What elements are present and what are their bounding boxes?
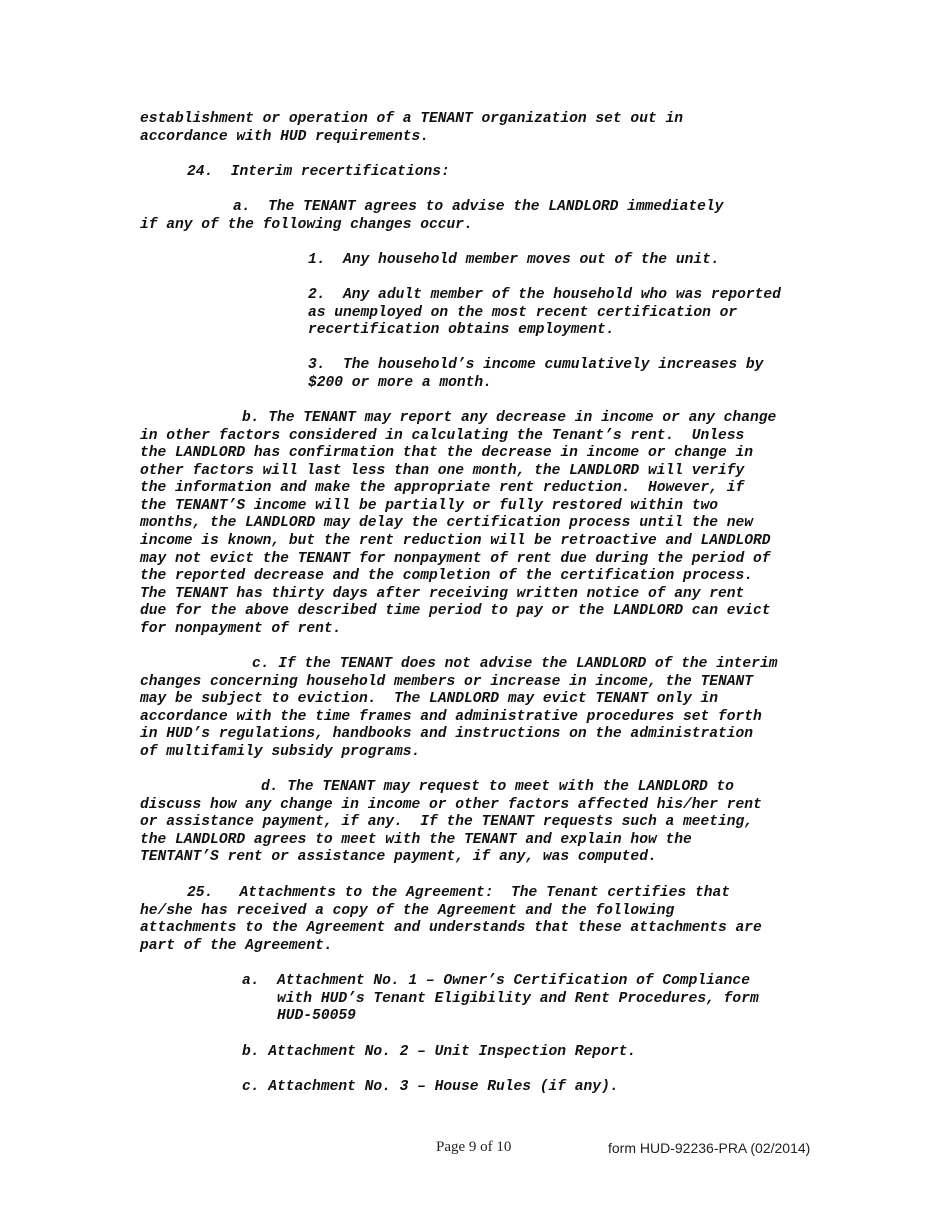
change-2-line-1: 2. Any adult member of the household who was reported (308, 287, 781, 303)
change-3-line-2: $200 or more a month. (308, 375, 492, 391)
section-25-line-2: he/she has received a copy of the Agreement and the following (140, 903, 675, 919)
section-24b-line-13: for nonpayment of rent. (140, 621, 342, 637)
section-24c-line-3: may be subject to eviction. The LANDLORD may evict TENANT only in (140, 691, 719, 707)
section-24b-line-1: b. The TENANT may report any decrease in income or any change (242, 410, 777, 426)
section-24b-line-9: may not evict the TENANT for nonpayment of rent due during the period of (140, 551, 771, 567)
section-25-line-1: 25. Attachments to the Agreement: The Tenant certifies that (187, 885, 730, 901)
section-24c-line-6: of multifamily subsidy programs. (140, 744, 421, 760)
attachment-a-line-1: a. Attachment No. 1 – Owner’s Certification of Compliance (242, 973, 750, 989)
section-24a-line-1: a. The TENANT agrees to advise the LANDLORD immediately (233, 199, 724, 215)
continuation-line-1: establishment or operation of a TENANT organization set out in (140, 111, 683, 127)
form-identifier: form HUD-92236-PRA (02/2014) (608, 1140, 811, 1156)
section-24d-line-5: TENTANT’S rent or assistance payment, if any, was computed. (140, 849, 657, 865)
section-24b-line-4: other factors will last less than one month, the LANDLORD will verify (140, 463, 745, 479)
section-24c-line-2: changes concerning household members or increase in income, the TENANT (140, 674, 754, 690)
section-24b-line-3: the LANDLORD has confirmation that the decrease in income or change in (140, 445, 754, 461)
section-24d-line-3: or assistance payment, if any. If the TENANT requests such a meeting, (140, 814, 754, 830)
section-25-line-3: attachments to the Agreement and understands that these attachments are (140, 920, 762, 936)
section-24b-line-7: months, the LANDLORD may delay the certification process until the new (140, 515, 754, 531)
attachment-c: c. Attachment No. 3 – House Rules (if any). (242, 1079, 619, 1095)
section-24b-line-10: the reported decrease and the completion of the certification process. (140, 568, 754, 584)
change-2-line-2: as unemployed on the most recent certification or (308, 305, 738, 321)
section-24b-line-8: income is known, but the rent reduction will be retroactive and LANDLORD (140, 533, 771, 549)
section-24b-line-11: The TENANT has thirty days after receiving written notice of any rent (140, 586, 745, 602)
section-24c-line-5: in HUD’s regulations, handbooks and instructions on the administration (140, 726, 754, 742)
section-24b-line-6: the TENANT’S income will be partially or fully restored within two (140, 498, 719, 514)
section-24d-line-4: the LANDLORD agrees to meet with the TENANT and explain how the (140, 832, 692, 848)
section-24d-line-1: d. The TENANT may request to meet with the LANDLORD to (261, 779, 734, 795)
continuation-line-2: accordance with HUD requirements. (140, 129, 430, 145)
attachment-a-line-2: with HUD’s Tenant Eligibility and Rent Procedures, form (242, 991, 759, 1007)
section-24c-line-4: accordance with the time frames and administrative procedures set forth (140, 709, 762, 725)
section-24c-line-1: c. If the TENANT does not advise the LANDLORD of the interim (252, 656, 778, 672)
attachment-a-line-3: HUD-50059 (242, 1008, 356, 1024)
section-24d-line-2: discuss how any change in income or other factors affected his/her rent (140, 797, 762, 813)
section-24a-line-2: if any of the following changes occur. (140, 217, 473, 233)
page-number: Page 9 of 10 (436, 1139, 512, 1155)
change-2-line-3: recertification obtains employment. (308, 322, 615, 338)
change-1-line-1: 1. Any household member moves out of the unit. (308, 252, 720, 268)
section-24b-line-12: due for the above described time period to pay or the LANDLORD can evict (140, 603, 771, 619)
section-25-line-4: part of the Agreement. (140, 938, 333, 954)
section-24b-line-2: in other factors considered in calculating the Tenant’s rent. Unless (140, 428, 745, 444)
change-3-line-1: 3. The household’s income cumulatively increases by (308, 357, 764, 373)
attachment-b: b. Attachment No. 2 – Unit Inspection Report. (242, 1044, 637, 1060)
section-24-heading: 24. Interim recertifications: (187, 164, 450, 180)
section-24b-line-5: the information and make the appropriate rent reduction. However, if (140, 480, 745, 496)
